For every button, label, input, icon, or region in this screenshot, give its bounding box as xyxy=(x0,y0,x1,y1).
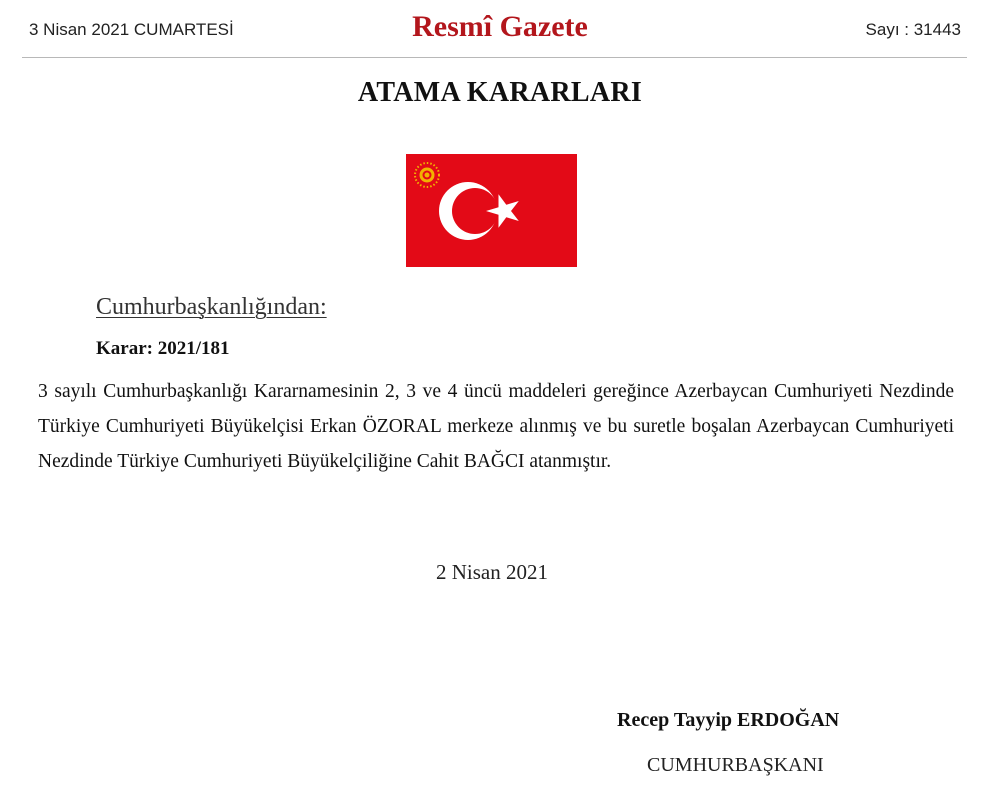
decision-body: 3 sayılı Cumhurbaşkanlığı Kararnamesinin 2, 3 ve 4 üncü maddeleri gereğince Azerbaycan Cumhuriyeti Nezdinde Türkiye Cumhuriyeti Büyükelçisi Erkan ÖZORAL merkeze alınmış ve bu suretle boşalan Azerbaycan Cumhuriyeti Nezdinde Türkiye Cumhuriyeti Büyükelçiliğine Cahit BAĞCI atanmıştır. xyxy=(38,381,954,472)
signer-name: Recep Tayyip ERDOĞAN xyxy=(617,709,840,731)
issue-number: Sayı : 31443 xyxy=(865,20,961,39)
header-divider xyxy=(22,57,967,58)
decision-number: Karar: 2021/181 xyxy=(96,338,230,359)
signature-date: 2 Nisan 2021 xyxy=(436,560,548,584)
signer-title: CUMHURBAŞKANI xyxy=(647,754,824,776)
section-title: ATAMA KARARLARI xyxy=(357,77,643,108)
gazette-title: Resmî Gazete xyxy=(412,10,588,43)
issuer-heading: Cumhurbaşkanlığından: xyxy=(96,294,327,320)
header-date: 3 Nisan 2021 CUMARTESİ xyxy=(29,20,234,39)
turkish-flag-icon xyxy=(406,154,577,267)
